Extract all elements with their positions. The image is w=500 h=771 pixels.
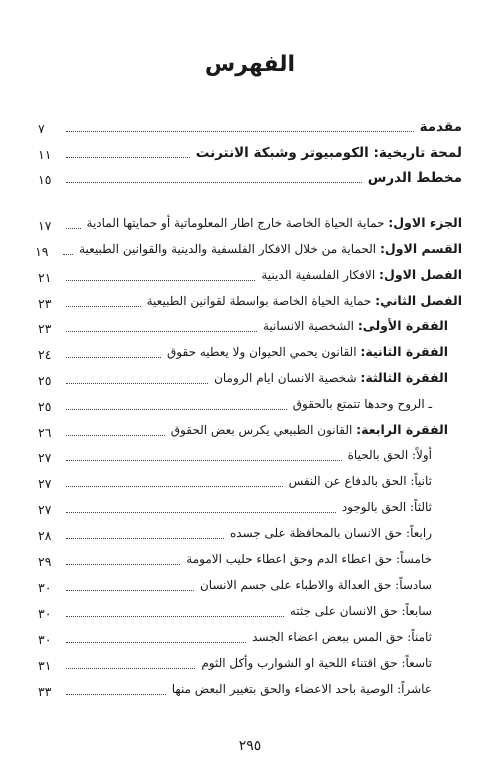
toc-page-number: ٢٧ (38, 450, 52, 465)
dot-leader (66, 130, 414, 132)
toc-page-number: ٧ (38, 121, 45, 136)
toc-entry-label: الفصل الثاني: (375, 293, 462, 308)
toc-entry-title (186, 550, 432, 570)
toc-entry-text: مخطط الدرس (367, 170, 462, 186)
toc-entry-title (147, 292, 462, 312)
toc-entry (38, 574, 462, 596)
toc-page-number: ٣١ (38, 658, 52, 673)
toc-entry-title (79, 240, 462, 260)
toc-entry-title (289, 472, 432, 492)
toc-entry-title (261, 266, 462, 286)
dot-leader (66, 641, 246, 643)
toc-entry (35, 238, 462, 260)
toc-entry-label: الفقرة الأولى: (357, 318, 448, 333)
toc-page-number: ٢٥ (38, 399, 52, 414)
toc-page-number: ١٧ (38, 218, 52, 233)
toc-entry-text: لمحة تاريخية: الكومبيوتر وشبكة الانترنت (195, 145, 462, 161)
toc-entry-text: شخصية الانسان ايام الرومان (214, 371, 361, 385)
dot-leader (66, 563, 180, 565)
page-number: ٢٩٥ (238, 738, 262, 754)
dot-leader (66, 615, 284, 617)
toc-entry-title (201, 654, 432, 674)
dot-leader (63, 253, 73, 255)
toc-entry-text: أولاً: الحق بالحياة (347, 448, 432, 462)
toc-page-number: ٢٦ (38, 425, 52, 440)
toc-page-number: ٢٧ (38, 476, 52, 491)
toc-entry-text: سابعاً: حق الانسان على جثته (289, 604, 432, 618)
dot-leader (66, 356, 161, 358)
toc-entry (38, 444, 462, 466)
toc-entry-label: الفقرة الثانية: (360, 344, 448, 359)
toc-page-number: ٢٣ (38, 321, 52, 336)
toc-page-number: ٣٠ (38, 606, 52, 621)
toc-entry-title (196, 144, 462, 163)
toc-entry-text: الشخصية الانسانية (263, 319, 358, 333)
toc-entry-text: تاسعاً: حق اقتناء اللحية او الشوارب وأكل الثوم (201, 656, 432, 670)
toc-entry-title (368, 169, 462, 188)
toc-entry-text: القانون يحمي الحيوان ولا يعطيه حقوق (167, 345, 361, 359)
toc-page-number: ٢٣ (38, 296, 52, 311)
toc-entry-text: القانون الطبيعي يكرس بعض الحقوق (170, 423, 357, 437)
toc-entry-text: الافكار الفلسفية الدينية (261, 268, 379, 282)
dot-leader (66, 382, 208, 384)
toc-entry (38, 678, 462, 700)
toc-entry-title (348, 446, 432, 466)
toc-entry (38, 315, 462, 337)
toc-entry (38, 264, 462, 286)
dot-leader (66, 305, 141, 307)
dot-leader (66, 459, 342, 461)
dot-leader (66, 156, 190, 158)
page-title: الفهرس (204, 52, 296, 77)
toc-entry (38, 290, 462, 312)
toc-entry-title (214, 369, 448, 389)
toc-page-number: ١٥ (38, 172, 52, 187)
toc-entry-text: رابعاً: حق الانسان بالمحافظة على جسده (230, 526, 432, 540)
toc-page-number: ٢٩ (38, 554, 52, 569)
dot-leader (66, 330, 257, 332)
dot-leader (66, 227, 81, 229)
toc-entry-text: خامساً: حق اعطاء الدم وحق اعطاء حليب الامومة (186, 552, 432, 566)
toc-entry-text: ـ الروح وحدها تتمتع بالحقوق (292, 397, 432, 411)
dot-leader (66, 667, 195, 669)
toc-entry-title (87, 214, 462, 234)
toc-entry (38, 393, 462, 415)
toc-page-number: ٢٤ (38, 347, 52, 362)
toc-page-number: ٣٣ (38, 684, 52, 699)
toc-entry-text: ثانياً: الحق بالدفاع عن النفس (288, 474, 432, 488)
toc-entry-title (171, 421, 448, 441)
toc-entry (38, 470, 462, 492)
toc-entry-label: القسم الاول: (379, 241, 462, 256)
dot-leader (66, 434, 165, 436)
toc-entry-text: حماية الحياة الخاصة بواسطة لقوانين الطبيعية (146, 294, 376, 308)
toc-entry-title (230, 524, 432, 544)
toc-entry (38, 141, 462, 163)
toc-entry-title (342, 498, 432, 518)
toc-entry (38, 496, 462, 518)
toc-entry-title (293, 395, 432, 415)
toc-page-number: ١٩ (35, 244, 49, 259)
dot-leader (66, 485, 283, 487)
toc-entry (38, 341, 462, 363)
toc-entry-label: الفقرة الثالثة: (360, 370, 448, 385)
toc-entry-text: حماية الحياة الخاصة خارج اطار المعلوماتية أو حمايتها المادية (86, 216, 389, 230)
toc-entry-title (263, 317, 448, 337)
dot-leader (66, 279, 255, 281)
dot-leader (66, 511, 336, 513)
toc-entry-title (167, 343, 448, 363)
toc-page-number: ٣٠ (38, 632, 52, 647)
toc-entry-title (172, 680, 432, 700)
toc-entry (38, 166, 462, 188)
toc-entry-title (420, 118, 462, 137)
toc-entry (38, 419, 462, 441)
dot-leader (66, 181, 362, 183)
toc-page-number: ٢١ (38, 270, 52, 285)
toc-entry (38, 367, 462, 389)
toc-entry-label: الفقرة الرابعة: (356, 422, 448, 437)
toc-entry (38, 652, 462, 674)
toc-entry (38, 212, 462, 234)
toc-page-number: ٢٨ (38, 528, 52, 543)
toc-entry-text: سادساً: حق العدالة والاطباء على جسم الانسان (199, 578, 432, 592)
toc-page-number: ٣٠ (38, 580, 52, 595)
dot-leader (66, 693, 166, 695)
toc-entry (38, 548, 462, 570)
toc-entry (38, 522, 462, 544)
toc-entry-title (290, 602, 432, 622)
toc-entry (38, 600, 462, 622)
toc-page-number: ٢٧ (38, 502, 52, 517)
toc-entry-label: الفصل الاول: (378, 267, 462, 282)
dot-leader (66, 589, 194, 591)
toc-page-number: ٢٥ (38, 373, 52, 388)
toc-entry-label: الجزء الاول: (388, 215, 462, 230)
toc-entry-title (200, 576, 432, 596)
table-of-contents (35, 0, 462, 740)
toc-entry-text: عاشراً: الوصية باحد الاعضاء والحق بتغيير البعض منها (171, 682, 432, 696)
toc-page-number: ١١ (38, 147, 52, 162)
dot-leader (66, 537, 224, 539)
toc-entry-text: ثامناً: حق المس ببعض اعضاء الجسد (252, 630, 432, 644)
toc-entry-title (252, 628, 432, 648)
toc-entry (38, 626, 462, 648)
toc-entry-text: ثالثاً: الحق بالوجود (341, 500, 432, 514)
toc-entry (38, 115, 462, 137)
toc-entry-text: مقدمة (419, 119, 462, 135)
dot-leader (66, 408, 287, 410)
toc-entry-text: الحماية من خلال الافكار الفلسفية والدينية والقوانين الطبيعية (79, 242, 380, 256)
